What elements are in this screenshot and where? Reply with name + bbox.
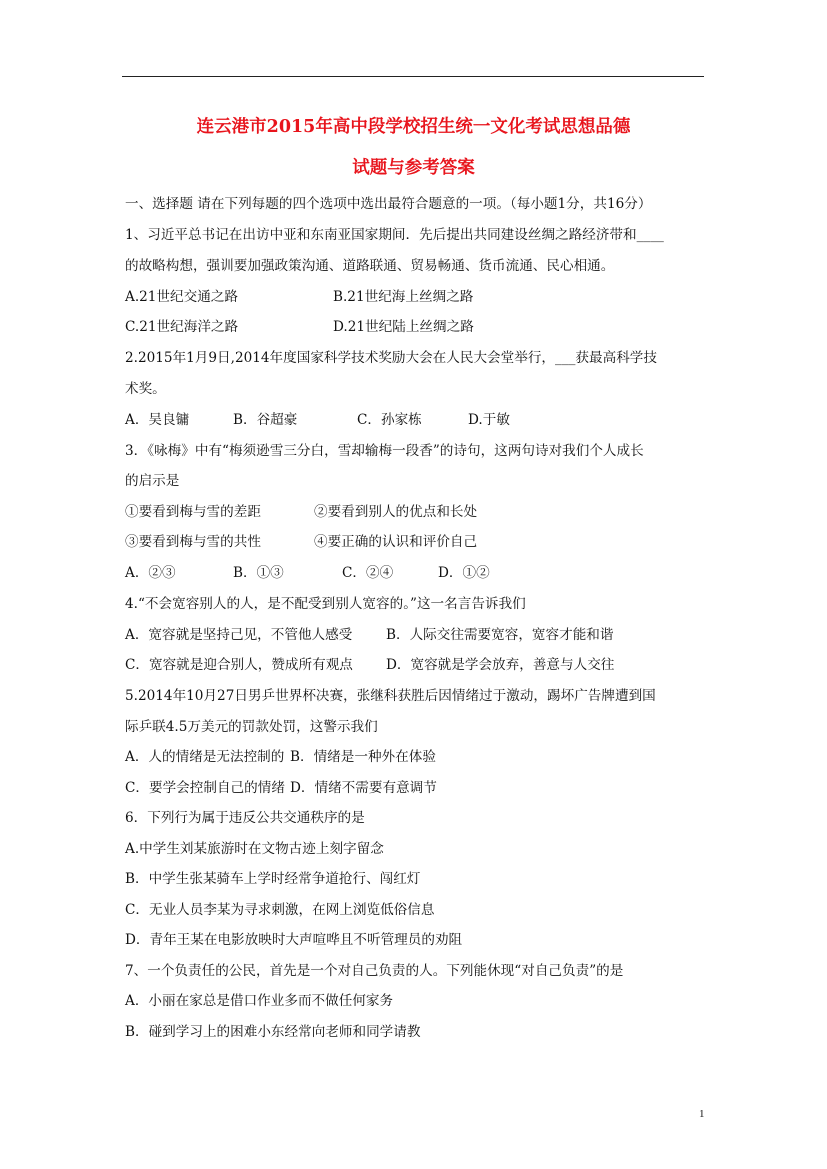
q6-option-b: B．中学生张某骑车上学时经常争道抢行、闯红灯 (125, 871, 421, 887)
q3-statement-1: ①要看到梅与雪的差距 (125, 504, 261, 520)
q4-option-c: C．宽容就是迎合别人，赞成所有观点 (125, 657, 353, 673)
q3-option-a: A．②③ (125, 565, 176, 581)
page-number: 1 (699, 1108, 705, 1120)
q4-stem-line1: 4.“不会宽容别人的人，是不配受到别人宽容的。”这一名言告诉我们 (125, 596, 526, 612)
q4-option-d: D．宽容就是学会放弃，善意与人交往 (386, 657, 615, 673)
q5-stem-line2: 际乒联4.5万美元的罚款处罚，这警示我们 (125, 719, 378, 735)
q6-stem-line1: 6．下列行为属于违反公共交通秩序的是 (125, 810, 365, 826)
page-title: 连云港市2015年高中段学校招生统一文化考试思想品德 (196, 117, 631, 137)
q6-option-d: D．青年王某在电影放映时大声喧哗且不听管理员的劝阻 (125, 932, 463, 948)
q1-option-d: D.21世纪陆上丝绸之路 (333, 319, 474, 335)
q1-stem-line2: 的故略构想，强训要加强政策沟通、道路联通、贸易畅通、货币流通、民心相通。 (125, 258, 615, 274)
q2-option-d: D.于敏 (468, 412, 510, 428)
q4-option-a: A．宽容就是坚持己见，不管他人感受 (125, 627, 353, 643)
q3-stem-line2: 的启示是 (125, 473, 180, 489)
q3-option-c: C．②④ (342, 565, 394, 581)
q1-option-b: B.21世纪海上丝绸之路 (333, 289, 474, 305)
page-subtitle: 试题与参考答案 (352, 158, 475, 178)
section-heading: 一、选择题 请在下列每题的四个选项中选出最符合题意的一项。（每小题1分，共16分） (125, 196, 652, 212)
header-rule (122, 76, 704, 77)
q3-statement-4: ④要正确的认识和评价自己 (314, 534, 478, 550)
q5-stem-line1: 5.2014年10月27日男乒世界杯决赛，张继科获胜后因情绪过于激动，踢坏广告牌遭到国 (125, 688, 656, 704)
q2-option-a: A．吴良镛 (125, 412, 190, 428)
q4-option-b: B．人际交往需要宽容，宽容才能和谐 (386, 627, 614, 643)
q5-option-d: D．情绪不需要有意调节 (290, 780, 437, 796)
q2-stem-line1: 2.2015年1月9日,2014年度国家科学技术奖励大会在人民大会堂举行，___获最高科学技 (125, 350, 657, 366)
q7-option-b: B．碰到学习上的困难小东经常向老师和同学请教 (125, 1024, 421, 1040)
q7-option-a: A．小丽在家总是借口作业多而不做任何家务 (125, 993, 394, 1009)
q6-option-c: C．无业人员李某为寻求刺激，在网上浏览低俗信息 (125, 902, 435, 918)
q5-option-c: C．要学会控制自己的情绪 (125, 780, 285, 796)
q2-option-b: B．谷超豪 (233, 412, 298, 428)
q6-option-a: A.中学生刘某旅游时在文物古迹上刻字留念 (125, 841, 384, 857)
q7-stem-line1: 7、一个负责任的公民，首先是一个对自己负责的人。下列能休现“对自己负责”的是 (125, 963, 624, 979)
q2-stem-line2: 术奖。 (125, 381, 166, 397)
q5-option-a: A．人的情绪是无法控制的 (125, 749, 285, 765)
q3-statement-2: ②要看到别人的优点和长处 (314, 504, 478, 520)
q1-option-c: C.21世纪海洋之路 (125, 319, 239, 335)
q3-option-d: D．①② (438, 565, 490, 581)
q3-statement-3: ③要看到梅与雪的共性 (125, 534, 261, 550)
q5-option-b: B．情绪是一种外在体验 (290, 749, 436, 765)
q3-stem-line1: 3．《咏梅》中有“梅须逊雪三分白，雪却输梅一段香”的诗句，这两句诗对我们个人成长 (125, 443, 644, 459)
q1-option-a: A.21世纪交通之路 (125, 289, 238, 305)
q2-option-c: C．孙家栋 (357, 412, 422, 428)
q1-stem-line1: 1、习近平总书记在出访中亚和东南亚国家期间．先后提出共同建设丝绸之路经济带和____ (125, 227, 664, 243)
q3-option-b: B．①③ (233, 565, 284, 581)
